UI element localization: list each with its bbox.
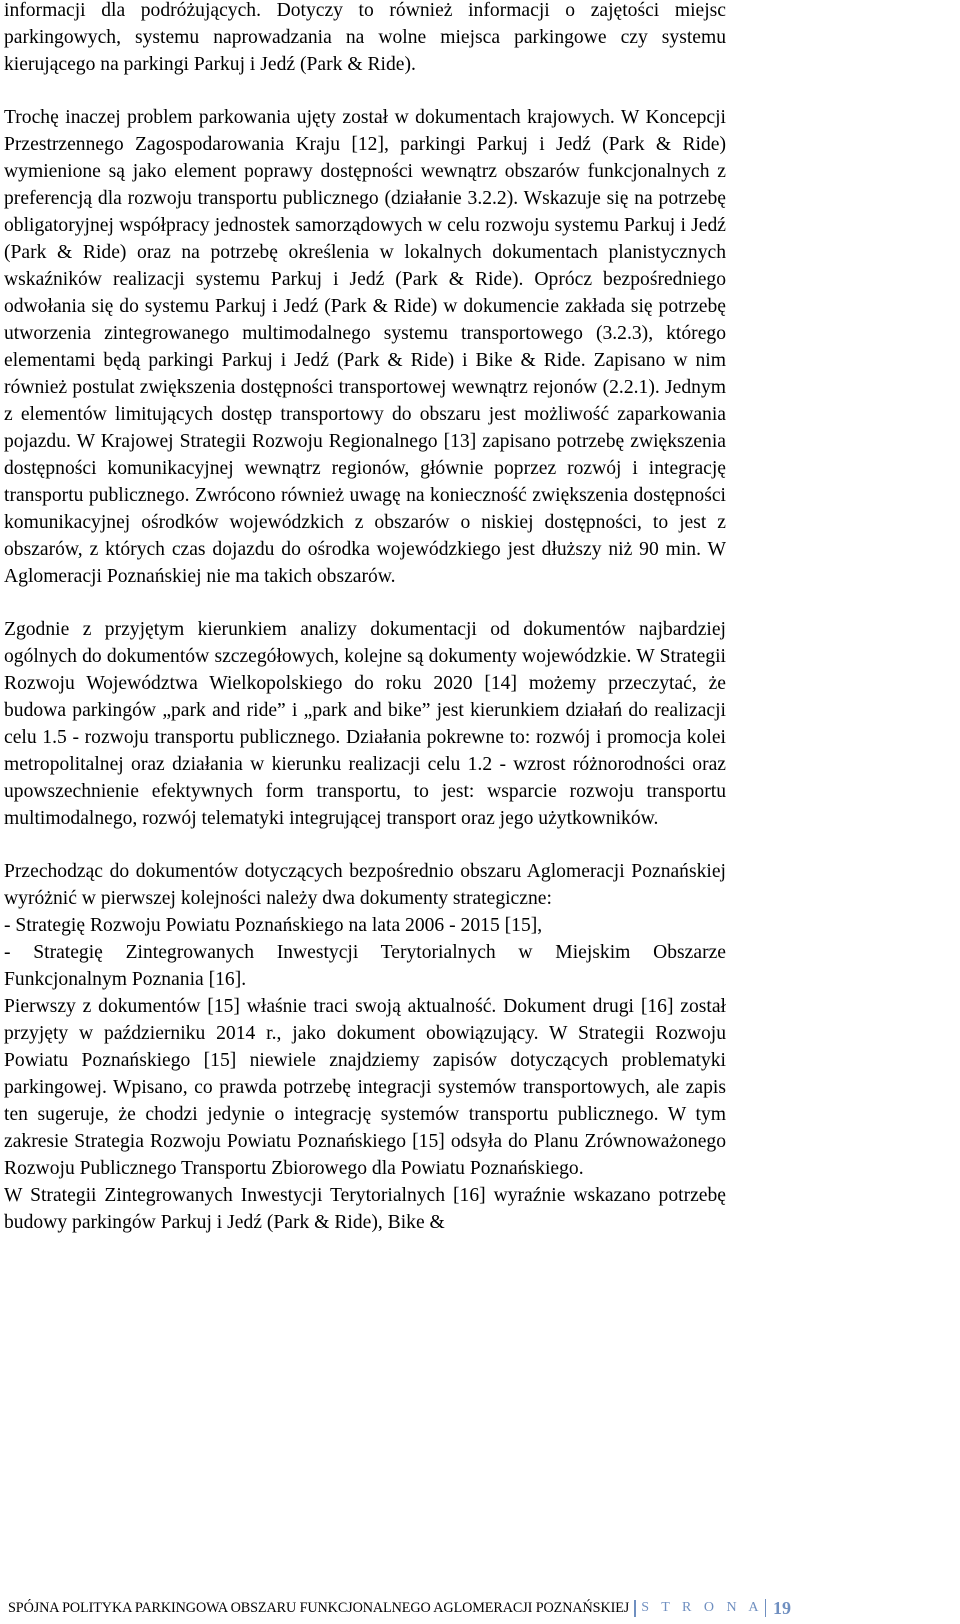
paragraph-national-documents: Trochę inaczej problem parkowania ujęty został w dokumentach krajowych. W Koncepcji Przestrzennego Zagospodarowania Kraju [12], parkingi Parkuj i Jedź (Park & Ride) wymienione są jako element poprawy dostępności wewnątrz obszarów funkcjonalnych z preferencją dla rozwoju transportu publicznego (działanie 3.2.2). Wskazuje się na potrzebę obligatoryjnej współpracy jednostek samorządowych w celu rozwoju systemu Parkuj i Jedź (Park & Ride) oraz na potrzebę określenia w lokalnych dokumentach planistycznych wskaźników realizacji systemu Parkuj i Jedź (Park & Ride). Oprócz bezpośredniego odwołania się do systemu Parkuj i Jedź (Park & Ride) w dokumencie zakłada się potrzebę utworzenia zintegrowanego multimodalnego systemu transportowego (3.2.3), którego elementami będą parkingi Parkuj i Jedź (Park & Ride) i Bike & Ride. Zapisano w nim również postulat zwiększenia dostępności transportowej wewnątrz rejonów (2.2.1). Jednym z elementów limitujących dostęp transportowy do obszaru jest możliwość zaparkowania pojazdu. W Krajowej Strategii Rozwoju Regionalnego [13] zapisano potrzebę zwiększenia dostępności komunikacyjnej wewnątrz regionów, głównie poprzez rozwój i integrację transportu publicznego. Zwrócono również uwagę na konieczność zwiększenia dostępności komunikacyjnej ośrodków wojewódzkich z obszarów o niskiej dostępności, to jest z obszarów, z których czas dojazdu do ośrodka wojewódzkiego jest dłuższy niż 90 min. W Aglomeracji Poznańskiej nie ma takich obszarów.	[4, 107, 726, 587]
page-number: 19	[772, 1597, 791, 1618]
page-footer	[8, 1596, 960, 1620]
footer-divider	[634, 1600, 636, 1617]
paragraph-agglomeration-documents: Przechodząc do dokumentów dotyczących bezpośrednio obszaru Aglomeracji Poznańskiej wyróżnić w pierwszej kolejności należy dwa dokumenty strategiczne:	[4, 861, 726, 909]
document-body	[4, 0, 726, 1236]
paragraph-first-document: Pierwszy z dokumentów [15] właśnie traci swoją aktualność. Dokument drugi [16] został przyjęty w październiku 2014 r., jako dokument obowiązujący. W Strategii Rozwoju Powiatu Poznańskiego [15] niewiele znajdziemy zapisów dotyczących problematyki parkingowej. Wpisano, co prawda potrzebę integracji systemów transportowych, ale zapis ten sugeruje, że chodzi jedynie o integrację systemów transportu publicznego. W tym zakresie Strategia Rozwoju Powiatu Poznańskiego [15] odsyła do Planu Zrównoważonego Rozwoju Publicznego Transportu Zbiorowego dla Powiatu Poznańskiego.	[4, 996, 726, 1179]
paragraph-regional-documents: Zgodnie z przyjętym kierunkiem analizy dokumentacji od dokumentów najbardziej ogólnych do dokumentów szczegółowych, kolejne są dokumenty wojewódzkie. W Strategii Rozwoju Województwa Wielkopolskiego do roku 2020 [14] możemy przeczytać, że budowa parkingów „park and ride” i „park and bike” jest kierunkiem działań do realizacji celu 1.5 - rozwoju transportu publicznego. Działania pokrewne to: rozwój i promocja kolei metropolitalnej oraz działania w kierunku realizacji celu 1.2 - wzrost różnorodności oraz upowszechnienie efektywnych form transportu, to jest: wsparcie rozwoju transportu multimodalnego, rozwój telematyki integrującej transport oraz jego użytkowników.	[4, 619, 726, 829]
list-item: - Strategię Zintegrowanych Inwestycji Terytorialnych w Miejskim Obszarze Funkcjonalnym Poznania [16].	[4, 942, 726, 990]
list-item: - Strategię Rozwoju Powiatu Poznańskiego na lata 2006 - 2015 [15],	[4, 915, 543, 936]
footer-page-label: S T R O N A	[641, 1600, 763, 1615]
paragraph-intro-continuation: informacji dla podróżujących. Dotyczy to również informacji o zajętości miejsc parkingowych, systemu naprowadzania na wolne miejsca parkingowe czy systemu kierującego na parkingi Parkuj i Jedź (Park & Ride).	[4, 0, 726, 75]
footer-document-title: SPÓJNA POLITYKA PARKINGOWA OBSZARU FUNKCJONALNEGO AGLOMERACJI POZNAŃSKIEJ	[8, 1599, 630, 1616]
footer-divider	[765, 1599, 766, 1617]
paragraph-zit-strategy: W Strategii Zintegrowanych Inwestycji Terytorialnych [16] wyraźnie wskazano potrzebę budowy parkingów Parkuj i Jedź (Park & Ride), Bike &	[4, 1185, 726, 1233]
